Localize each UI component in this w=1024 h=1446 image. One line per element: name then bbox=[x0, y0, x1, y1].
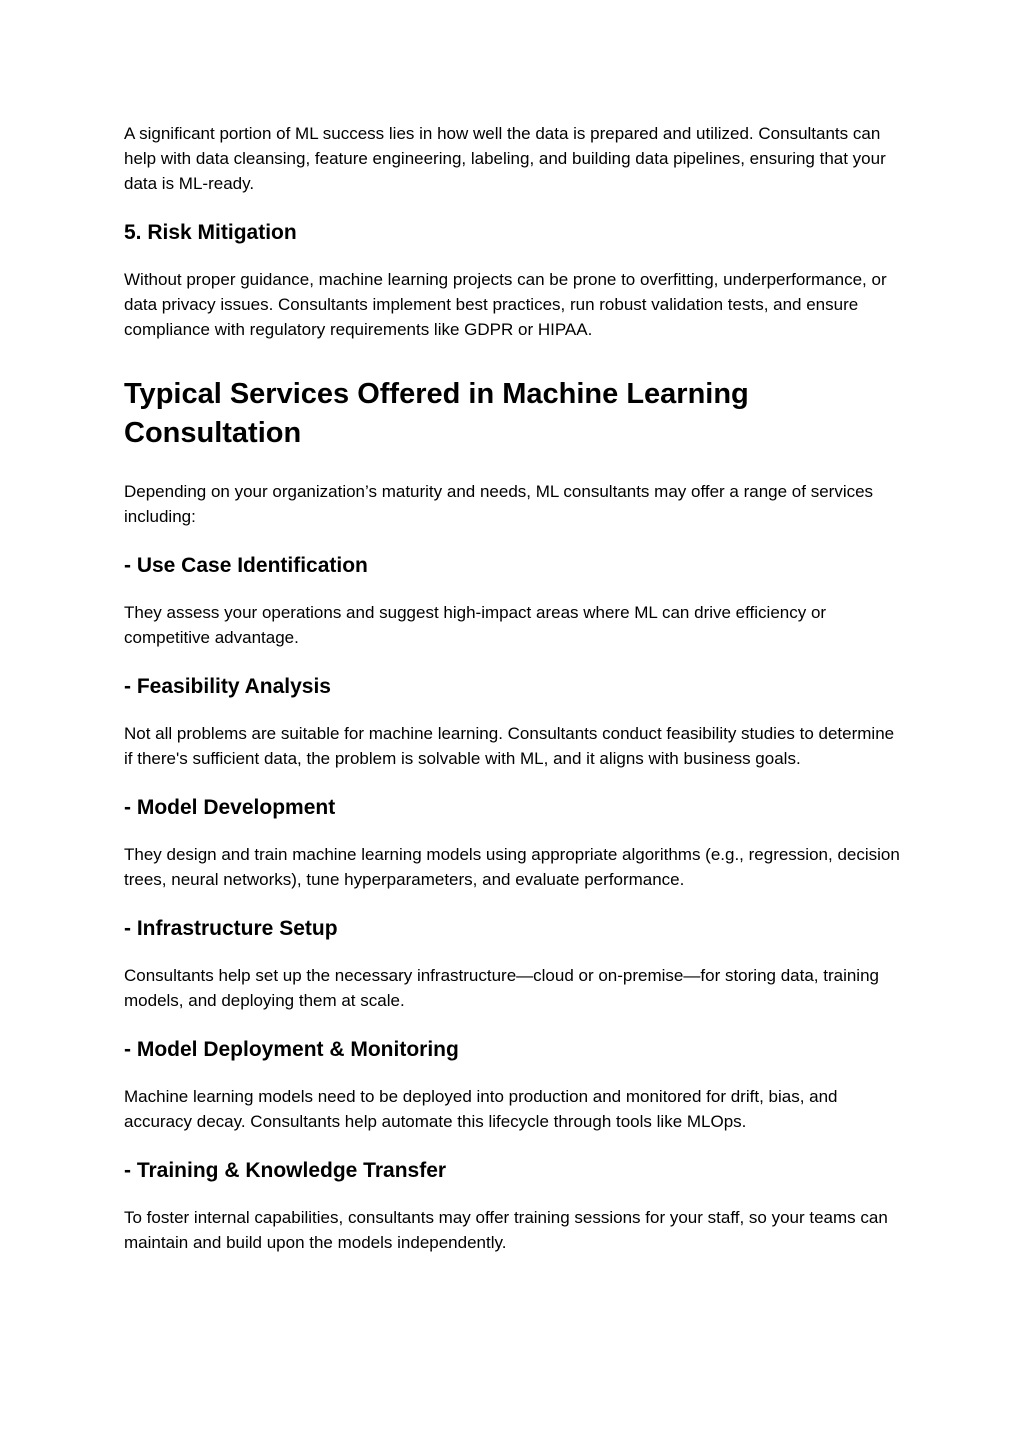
service-paragraph-deployment: Machine learning models need to be deployed into production and monitored for drift, bias, and accuracy decay. Consultants help automate this lifecycle through tools like MLOps. bbox=[124, 1087, 838, 1131]
service-heading-use-case: - Use Case Identification bbox=[124, 554, 368, 577]
service-heading-deployment: - Model Deployment & Monitoring bbox=[124, 1038, 459, 1061]
services-intro-paragraph: Depending on your organization’s maturity and needs, ML consultants may offer a range of services including: bbox=[124, 482, 874, 526]
service-heading-infrastructure: - Infrastructure Setup bbox=[124, 917, 338, 940]
service-paragraph-use-case: They assess your operations and suggest high-impact areas where ML can drive efficiency or competitive advantage. bbox=[124, 603, 827, 647]
risk-mitigation-paragraph: Without proper guidance, machine learning projects can be prone to overfitting, underperformance, or data privacy issues. Consultants implement best practices, run robust validation tests, and ensure compliance with regulatory requirements like GDPR or HIPAA. bbox=[124, 270, 887, 339]
service-heading-model-development: - Model Development bbox=[124, 796, 336, 819]
risk-mitigation-heading: 5. Risk Mitigation bbox=[124, 221, 297, 244]
service-paragraph-infrastructure: Consultants help set up the necessary infrastructure—cloud or on-premise—for storing data, training models, and deploying them at scale. bbox=[124, 966, 879, 1010]
service-heading-training: - Training & Knowledge Transfer bbox=[124, 1159, 447, 1182]
service-heading-feasibility: - Feasibility Analysis bbox=[124, 675, 331, 698]
service-paragraph-training: To foster internal capabilities, consultants may offer training sessions for your staff, so your teams can maintain and build upon the models independently. bbox=[124, 1208, 888, 1252]
service-paragraph-model-development: They design and train machine learning models using appropriate algorithms (e.g., regression, decision trees, neural networks), tune hyperparameters, and evaluate performance. bbox=[124, 845, 900, 889]
services-heading: Typical Services Offered in Machine Learning Consultation bbox=[124, 378, 749, 449]
intro-paragraph: A significant portion of ML success lies in how well the data is prepared and utilized. Consultants can help with data cleansing, feature engineering, labeling, and building data pipelines, ensuring that your data is ML-ready. bbox=[124, 124, 886, 193]
document-page bbox=[124, 121, 904, 1255]
service-paragraph-feasibility: Not all problems are suitable for machine learning. Consultants conduct feasibility studies to determine if there's sufficient data, the problem is solvable with ML, and it aligns with business goals. bbox=[124, 724, 895, 768]
